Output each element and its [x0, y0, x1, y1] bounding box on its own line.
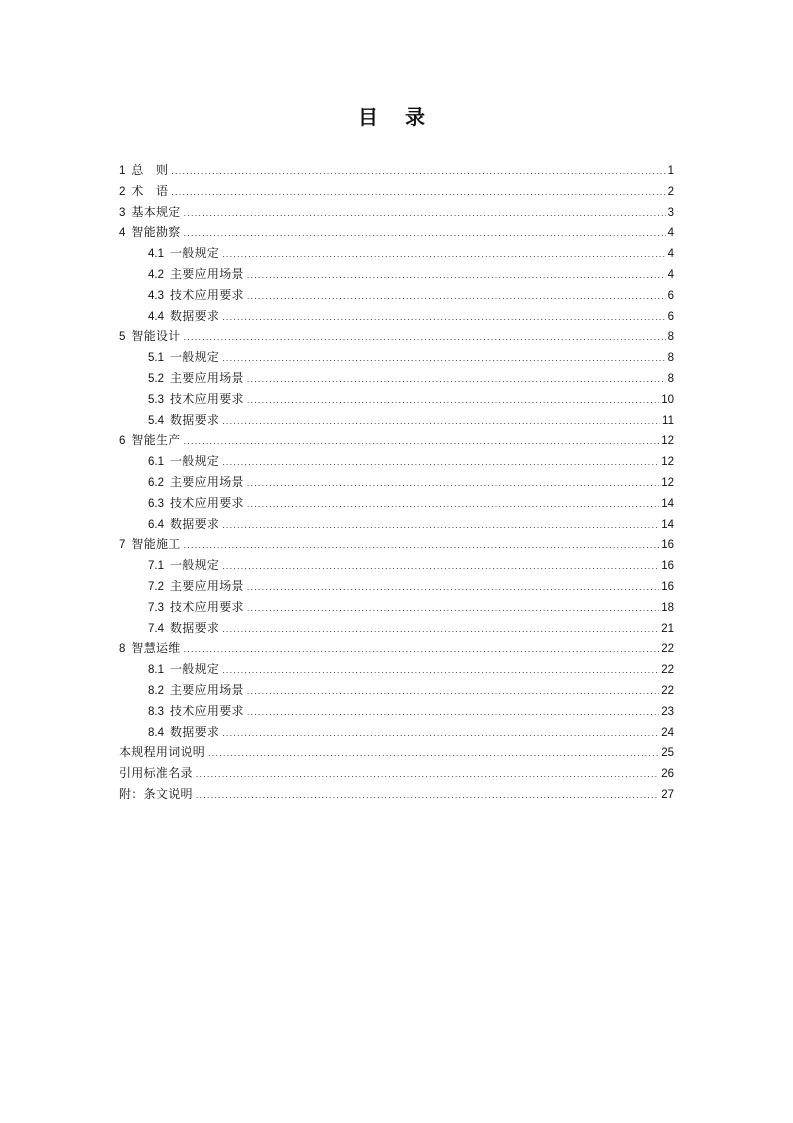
toc-entry-title: 主要应用场景	[170, 682, 244, 697]
toc-page-number: 3	[667, 206, 674, 219]
toc-entry[interactable]	[119, 493, 674, 514]
toc-page-number: 14	[661, 497, 674, 510]
toc-entry-label	[148, 389, 244, 411]
toc-dot-leader	[247, 369, 666, 390]
toc-entry[interactable]	[119, 326, 674, 347]
toc-entry-label	[148, 347, 219, 369]
toc-entry-number: 8.1	[148, 664, 164, 677]
toc-entry[interactable]	[119, 597, 674, 618]
toc-page-number: 24	[661, 726, 674, 739]
toc-entry-number: 7.4	[148, 622, 164, 635]
toc-entry-label	[148, 680, 244, 702]
toc-page-number: 4	[667, 268, 674, 281]
toc-entry-label	[148, 722, 219, 744]
toc-dot-leader	[196, 785, 659, 806]
toc-entry-number: 5	[119, 331, 126, 344]
toc-entry-title: 主要应用场景	[170, 578, 244, 593]
toc-dot-leader	[222, 244, 665, 265]
toc-page-number: 8	[667, 331, 674, 344]
toc-entry-number: 7.3	[148, 601, 164, 614]
toc-dot-leader	[222, 660, 659, 681]
toc-entry-number: 5.4	[148, 414, 164, 427]
toc-entry-number: 5.1	[148, 352, 164, 365]
toc-entry-number: 8.2	[148, 684, 164, 697]
toc-page-number: 22	[661, 643, 674, 656]
toc-entry[interactable]	[119, 181, 674, 202]
toc-dot-leader	[184, 327, 666, 348]
toc-dot-leader	[196, 764, 659, 785]
toc-entry[interactable]	[119, 576, 674, 597]
toc-entry-label	[148, 555, 219, 577]
toc-entry-label	[119, 784, 193, 805]
toc-entry-title: 本规程用词说明	[119, 745, 206, 760]
toc-page-number: 16	[661, 580, 674, 593]
toc-entry-number: 1	[119, 165, 126, 177]
toc-dot-leader	[247, 577, 659, 598]
toc-entry-title: 技术应用要求	[170, 391, 244, 406]
toc-entry-title: 数据要求	[170, 620, 220, 635]
toc-entry-title: 基本规定	[131, 204, 181, 219]
toc-entry-title: 主要应用场景	[170, 370, 244, 385]
toc-entry-title: 技术应用要求	[170, 703, 244, 718]
toc-entry-title: 一般规定	[170, 454, 220, 469]
toc-entry-label	[119, 430, 181, 452]
toc-entry-number: 6.4	[148, 518, 164, 531]
toc-entry-label	[148, 514, 219, 536]
toc-entry[interactable]	[119, 264, 674, 285]
toc-entry-label	[119, 181, 168, 203]
toc-entry-title: 总 则	[131, 163, 169, 177]
toc-entry-number: 7.2	[148, 580, 164, 593]
toc-entry-label	[148, 618, 219, 640]
toc-entry-label	[148, 659, 219, 681]
toc-entry-label	[148, 701, 244, 723]
toc-entry-title: 主要应用场景	[170, 474, 244, 489]
toc-page-number: 1	[667, 165, 674, 177]
toc-page-number: 16	[661, 560, 674, 573]
toc-page-number: 10	[661, 393, 674, 406]
toc-entry-number: 6.1	[148, 456, 164, 469]
toc-entry-label	[148, 306, 219, 328]
toc-entry[interactable]	[119, 389, 674, 410]
toc-page-number: 12	[661, 435, 674, 448]
toc-entry[interactable]	[119, 202, 674, 223]
toc-entry-label	[119, 763, 193, 784]
toc-entry-number: 4.3	[148, 289, 164, 302]
toc-page-number: 6	[667, 310, 674, 323]
toc-entry[interactable]	[119, 368, 674, 389]
toc-page-number: 2	[667, 185, 674, 198]
toc-dot-leader	[222, 411, 660, 432]
toc-entry-label	[119, 534, 181, 556]
toc-entry-label	[119, 742, 205, 763]
toc-entry-number: 8.3	[148, 705, 164, 718]
toc-entry-title: 智能勘察	[131, 225, 181, 240]
toc-entry[interactable]	[119, 763, 674, 784]
toc-page-number: 21	[661, 622, 674, 635]
toc-entry-title: 数据要求	[170, 308, 220, 323]
toc-dot-leader	[222, 348, 665, 369]
toc-dot-leader	[184, 223, 666, 244]
toc-page-number: 4	[667, 248, 674, 261]
toc-entry-label	[148, 493, 244, 515]
toc-dot-leader	[247, 473, 659, 494]
toc-entry-label	[148, 285, 244, 307]
toc-entry-label	[148, 264, 244, 286]
toc-entry-number: 8	[119, 643, 126, 656]
toc-entry-title: 一般规定	[170, 558, 220, 573]
toc-entry[interactable]	[119, 701, 674, 722]
toc-dot-leader	[222, 307, 665, 328]
toc-entry-number: 6	[119, 435, 126, 448]
toc-entry-title: 主要应用场景	[170, 266, 244, 281]
toc-page-number: 8	[667, 372, 674, 385]
toc-entry-number: 2	[119, 185, 126, 198]
toc-entry-label	[148, 243, 219, 265]
toc-dot-leader	[208, 743, 659, 764]
toc-entry-label	[119, 202, 181, 224]
toc-page-number: 6	[667, 289, 674, 302]
toc-entry-title: 附：条文说明	[119, 786, 193, 801]
toc-dot-leader	[171, 161, 665, 182]
toc-entry-label	[119, 638, 181, 660]
toc-dot-leader	[247, 598, 659, 619]
toc-entry-label	[119, 222, 181, 244]
toc-page-number: 22	[661, 684, 674, 697]
toc-entry[interactable]	[119, 722, 674, 743]
toc-entry[interactable]	[119, 680, 674, 701]
toc-entry-label	[119, 326, 181, 348]
toc-entry-number: 4.2	[148, 268, 164, 281]
toc-entry[interactable]	[119, 638, 674, 659]
toc-entry-title: 技术应用要求	[170, 495, 244, 510]
toc-page-number: 22	[661, 664, 674, 677]
toc-entry-number: 4.4	[148, 310, 164, 323]
toc-entry-number: 5.3	[148, 393, 164, 406]
toc-entry-number: 4.1	[148, 248, 164, 261]
toc-entry-label	[148, 576, 244, 598]
toc-entry-title: 一般规定	[170, 350, 220, 365]
toc-entry-number: 5.2	[148, 372, 164, 385]
toc-entry[interactable]	[119, 243, 674, 264]
toc-page-number: 8	[667, 352, 674, 365]
toc-dot-leader	[247, 265, 666, 286]
toc-page-number: 23	[661, 705, 674, 718]
toc-dot-leader	[247, 390, 659, 411]
toc-entry[interactable]	[119, 784, 674, 805]
toc-entry-title: 技术应用要求	[170, 287, 244, 302]
toc-page-number: 14	[661, 518, 674, 531]
toc-entry[interactable]	[119, 160, 674, 181]
toc-page-number: 26	[661, 768, 674, 781]
toc-dot-leader	[222, 452, 659, 473]
toc-dot-leader	[184, 431, 660, 452]
toc-dot-leader	[171, 182, 665, 203]
table-of-contents	[119, 160, 674, 805]
toc-entry[interactable]	[119, 347, 674, 368]
toc-page-number: 18	[661, 601, 674, 614]
toc-page-number: 27	[661, 788, 674, 801]
toc-entry[interactable]	[119, 306, 674, 327]
toc-entry-title: 数据要求	[170, 724, 220, 739]
toc-entry-title: 一般规定	[170, 662, 220, 677]
toc-entry-number: 6.2	[148, 476, 164, 489]
toc-dot-leader	[222, 723, 659, 744]
toc-entry-label	[148, 410, 219, 432]
toc-entry[interactable]	[119, 410, 674, 431]
toc-entry-number: 7	[119, 539, 126, 552]
toc-entry-label	[148, 368, 244, 390]
toc-dot-leader	[247, 494, 659, 515]
toc-entry-label	[148, 597, 244, 619]
toc-entry-number: 3	[119, 206, 126, 219]
toc-entry-label	[148, 472, 244, 494]
toc-entry[interactable]	[119, 285, 674, 306]
toc-entry[interactable]	[119, 742, 674, 763]
toc-entry-title: 术 语	[131, 183, 169, 198]
toc-entry-number: 4	[119, 227, 126, 240]
toc-dot-leader	[184, 203, 666, 224]
toc-entry-label	[148, 451, 219, 473]
toc-dot-leader	[222, 515, 659, 536]
toc-page-number: 11	[662, 414, 674, 427]
page-title: 目 录	[358, 105, 435, 129]
toc-entry-title: 智慧运维	[131, 641, 181, 656]
toc-page-number: 12	[661, 476, 674, 489]
toc-entry-title: 智能设计	[131, 329, 181, 344]
toc-entry[interactable]	[119, 514, 674, 535]
toc-entry-number: 7.1	[148, 560, 164, 573]
toc-entry-title: 智能施工	[131, 537, 181, 552]
toc-entry[interactable]	[119, 534, 674, 555]
toc-dot-leader	[247, 286, 666, 307]
toc-page-number: 25	[661, 747, 674, 760]
toc-entry-title: 智能生产	[131, 433, 181, 448]
toc-entry[interactable]	[119, 430, 674, 451]
toc-entry[interactable]	[119, 222, 674, 243]
toc-dot-leader	[222, 619, 659, 640]
toc-page-number: 12	[661, 456, 674, 469]
toc-entry-title: 数据要求	[170, 516, 220, 531]
toc-page-number: 16	[661, 539, 674, 552]
toc-entry[interactable]	[119, 555, 674, 576]
toc-entry[interactable]	[119, 659, 674, 680]
toc-entry-number: 8.4	[148, 726, 164, 739]
toc-entry-label	[119, 160, 168, 182]
toc-entry-title: 一般规定	[170, 246, 220, 261]
toc-dot-leader	[184, 639, 660, 660]
toc-entry-title: 引用标准名录	[119, 766, 193, 781]
toc-entry-title: 数据要求	[170, 412, 220, 427]
toc-dot-leader	[184, 535, 660, 556]
toc-dot-leader	[247, 681, 659, 702]
toc-entry-number: 6.3	[148, 497, 164, 510]
toc-entry[interactable]	[119, 451, 674, 472]
toc-dot-leader	[247, 702, 659, 723]
toc-entry[interactable]	[119, 618, 674, 639]
toc-entry-title: 技术应用要求	[170, 599, 244, 614]
toc-entry[interactable]	[119, 472, 674, 493]
toc-dot-leader	[222, 556, 659, 577]
toc-page-number: 4	[667, 227, 674, 240]
